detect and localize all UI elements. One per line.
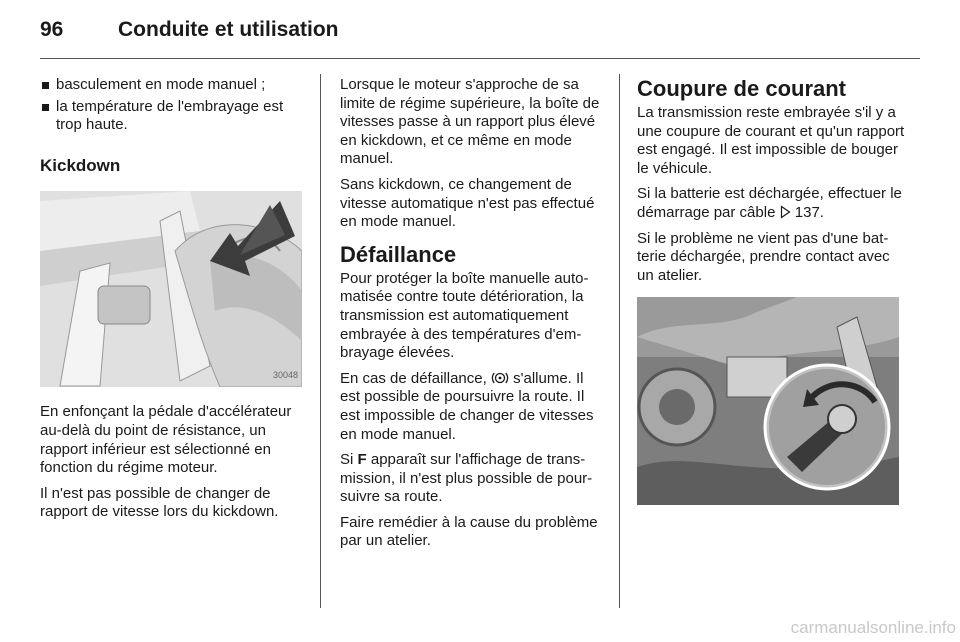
transmission-warning-icon xyxy=(491,371,509,385)
bullet-item: basculement en mode manuel ; xyxy=(40,76,308,95)
text-fragment: Si la batterie est déchargée, effectuer le démarrage par câble xyxy=(637,185,902,221)
bullet-list xyxy=(40,76,308,135)
paragraph: Il n'est pas possible de changer de rapport de vitesse lors du kickdown. xyxy=(40,484,279,521)
power-cut-heading: Coupure de courant xyxy=(637,76,847,101)
text-fragment: s'allume. Il est possible de poursuivre la route. Il est impossible de changer de vitesses en mode manuel. xyxy=(340,369,594,443)
paragraph: Lorsque le moteur s'approche de sa limite de régime supérieure, la boîte de vitesses passe à un rapport plus élevé en kickdown, et ce même en mode manuel. xyxy=(340,76,600,168)
failure-heading: Défaillance xyxy=(340,241,457,267)
kickdown-illustration xyxy=(40,191,302,387)
gearbox-drawing xyxy=(637,297,899,505)
paragraph: Sans kickdown, ce changement de vitesse automatique n'est pas effectué en mode manuel. xyxy=(340,175,595,231)
display-f-paragraph xyxy=(340,451,606,507)
column-2 xyxy=(340,76,606,558)
watermark: carmanualsonline.info xyxy=(790,618,956,637)
pedal-drawing xyxy=(40,191,302,387)
gearbox-illustration xyxy=(637,297,899,505)
page-header xyxy=(40,18,339,48)
display-letter: F xyxy=(357,451,367,469)
column-1 xyxy=(40,76,308,529)
column-divider-1 xyxy=(320,74,321,608)
text-fragment: En cas de défaillance, xyxy=(340,369,487,387)
page-number: 96 xyxy=(40,18,64,41)
kickdown-heading: Kickdown xyxy=(40,155,121,175)
header-rule xyxy=(40,58,920,59)
paragraph: La transmission reste embrayée s'il y a une coupure de courant et qu'un rapport est engagé. Il est impossible de bouger le véhicule. xyxy=(637,104,905,177)
page-reference-icon xyxy=(780,205,791,219)
text-fragment: Si xyxy=(340,451,354,469)
paragraph: Faire remédier à la cause du problème par un atelier. xyxy=(340,513,598,550)
figure-number: 30048 xyxy=(272,369,298,380)
paragraph: En enfonçant la pédale d'accélérateur au-delà du point de résistance, un rapport inférieur est sélectionné en fonction du régime moteur. xyxy=(40,403,292,477)
failure-warning-paragraph xyxy=(340,370,606,444)
paragraph: Pour protéger la boîte manuelle automatisée contre toute détérioration, la transmission est automatiquement embrayée à des températures d'embrayage élevées. xyxy=(340,269,589,362)
column-3 xyxy=(637,76,907,521)
page-reference-link[interactable]: 137. xyxy=(794,203,824,221)
page-title: Conduite et utilisation xyxy=(118,18,339,41)
column-divider-2 xyxy=(619,74,620,608)
bullet-item: la température de l'embrayage est trop haute. xyxy=(40,98,308,135)
text-fragment: apparaît sur l'affichage de transmission, il n'est plus possible de poursuivre sa route. xyxy=(340,451,593,506)
jump-start-paragraph xyxy=(637,185,907,222)
paragraph: Si le problème ne vient pas d'une batterie déchargée, prendre contact avec un atelier. xyxy=(637,229,890,284)
